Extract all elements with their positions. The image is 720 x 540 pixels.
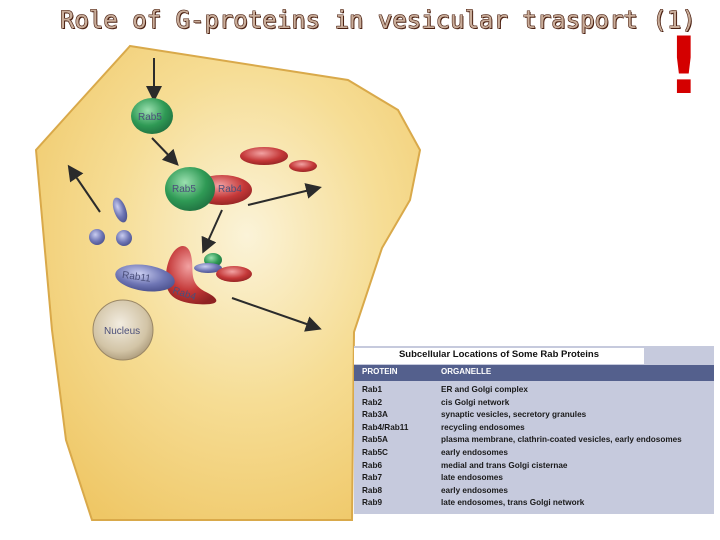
protein-cell: Rab5A [362, 435, 388, 445]
table-row [354, 486, 714, 499]
protein-cell: Rab3A [362, 410, 388, 420]
table-row [354, 398, 714, 411]
rab4-label: Rab4 [218, 184, 242, 195]
protein-cell: Rab5C [362, 447, 388, 457]
protein-cell: Rab6 [362, 460, 383, 470]
rab4-lower-label: Rab4 [171, 285, 198, 304]
table-caption: Subcellular Locations of Some Rab Proteins [354, 348, 644, 364]
slide-title: Role of G-proteins in vesicular trasport (1) [60, 6, 696, 34]
exclamation-mark: ! [666, 22, 702, 112]
protein-cell: Rab4/Rab11 [362, 422, 409, 432]
table-row [354, 448, 714, 461]
red-small-vesicle [216, 266, 252, 282]
rab5-label: Rab5 [172, 184, 196, 195]
nucleus-label: Nucleus [104, 326, 141, 337]
blue-vesicle-2 [116, 230, 132, 246]
protein-cell: Rab8 [362, 485, 383, 495]
organelle-cell: cis Golgi network [441, 397, 510, 407]
organelle-cell: synaptic vesicles, secretory granules [441, 410, 587, 420]
table-row [354, 435, 714, 448]
table-row [354, 423, 714, 436]
blue-vesicle-1 [89, 229, 105, 245]
protein-cell: Rab2 [362, 397, 383, 407]
table-body [354, 385, 714, 511]
table-row [354, 498, 714, 511]
header-protein: PROTEIN [362, 367, 398, 376]
rab11-label: Rab11 [121, 269, 152, 285]
organelle-cell: early endosomes [441, 447, 508, 457]
table-row [354, 385, 714, 398]
organelle-cell: medial and trans Golgi cisternae [441, 460, 568, 470]
protein-cell: Rab1 [362, 385, 383, 394]
table-row [354, 473, 714, 486]
table-row [354, 461, 714, 474]
organelle-cell: plasma membrane, clathrin-coated vesicles, early endosomes [441, 435, 682, 445]
table-header [354, 365, 714, 381]
organelle-cell: recycling endosomes [441, 422, 525, 432]
organelle-cell: early endosomes [441, 485, 508, 495]
header-organelle: ORGANELLE [441, 367, 492, 376]
red-vesicle-large [240, 147, 288, 165]
protein-cell: Rab9 [362, 498, 383, 508]
organelle-cell: late endosomes, trans Golgi network [441, 498, 585, 508]
protein-cell: Rab7 [362, 473, 383, 483]
red-vesicle-small [289, 160, 317, 172]
table-row [354, 410, 714, 423]
organelle-cell: ER and Golgi complex [441, 385, 528, 394]
rab5-top-label: Rab5 [138, 112, 162, 123]
organelle-cell: late endosomes [441, 473, 503, 483]
